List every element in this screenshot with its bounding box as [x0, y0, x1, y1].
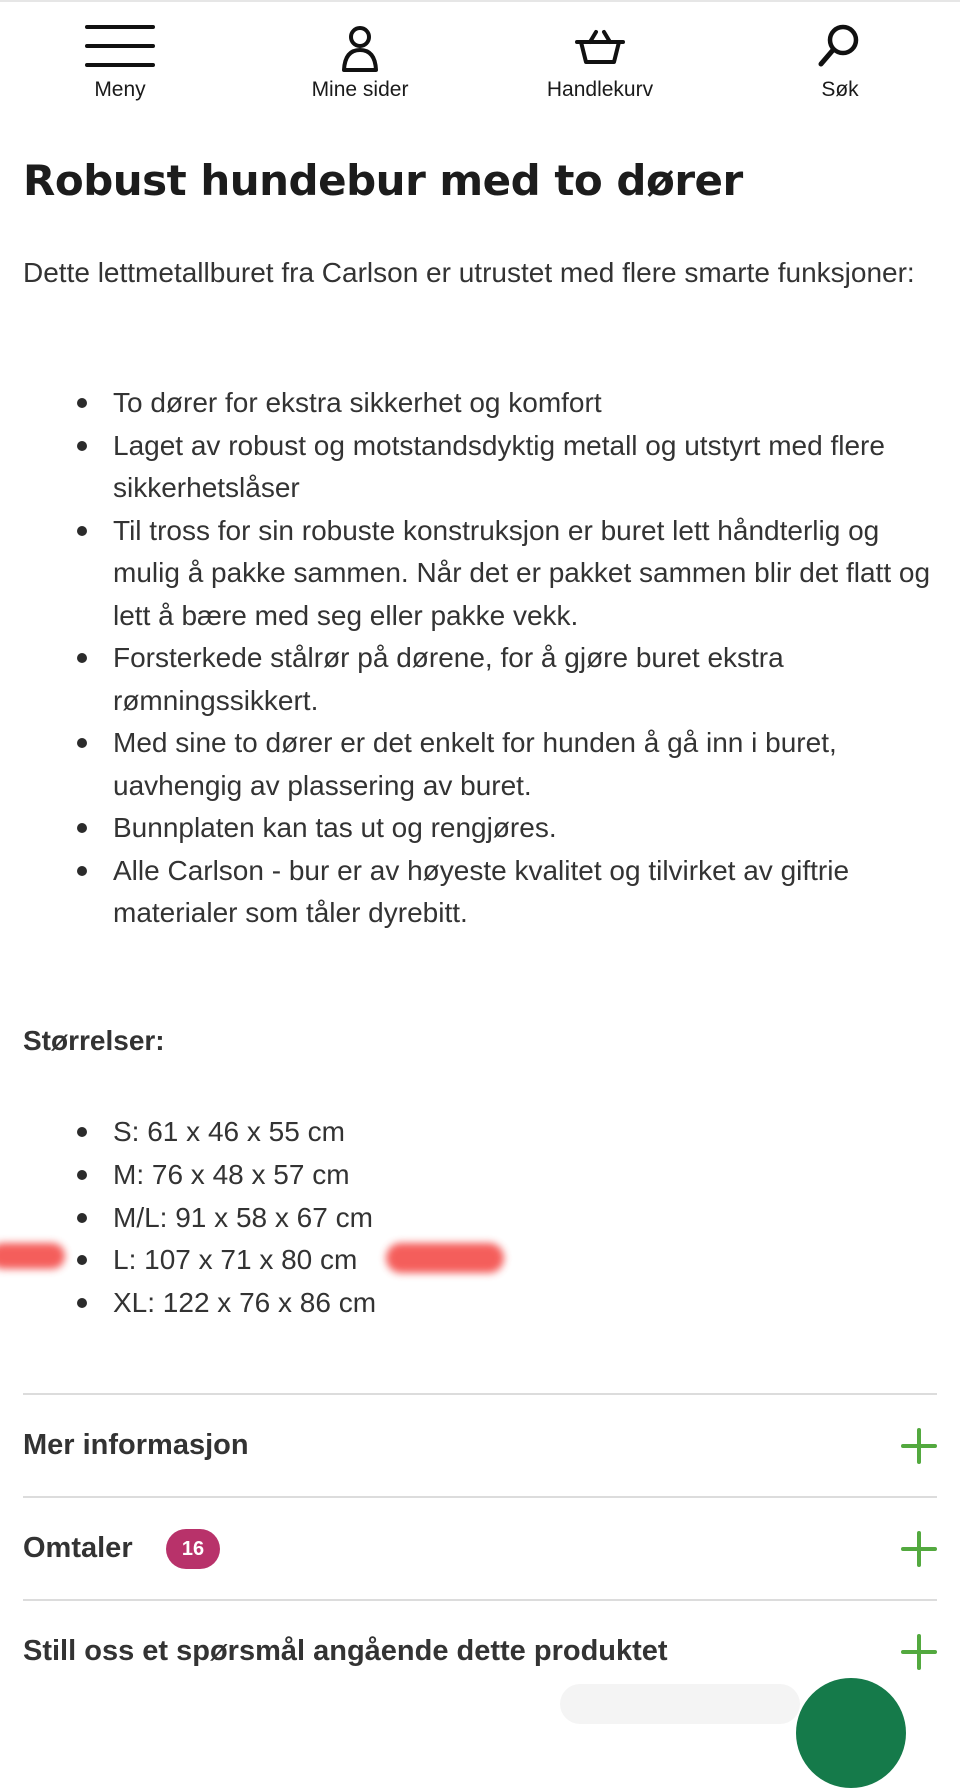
nav-menu-label: Meny: [94, 78, 146, 101]
nav-account-label: Mine sider: [311, 78, 409, 101]
feature-item: Til tross for sin robuste konstruksjon er buret lett håndterlig og mulig å pakke sammen. Når det er pakket sammen blir det flatt og lett å bære med seg eller pakke vekk.: [23, 510, 943, 638]
red-highlight-mark-right: [386, 1243, 504, 1273]
feature-item: To dører for ekstra sikkerhet og komfort: [23, 382, 943, 425]
sizes-heading: Størrelser:: [23, 1025, 165, 1056]
accordion-ask-question[interactable]: [23, 1601, 937, 1701]
nav-cart-button[interactable]: [510, 20, 690, 102]
nav-cart-label: Handlekurv: [546, 78, 654, 101]
floating-bar-edge: [560, 1684, 800, 1724]
nav-search-label: Søk: [821, 78, 859, 101]
nav-menu-button[interactable]: [30, 20, 210, 102]
size-item: M/L: 91 x 58 x 67 cm: [23, 1197, 723, 1240]
chat-fab-button[interactable]: [796, 1678, 906, 1788]
feature-item: Forsterkede stålrør på dørene, for å gjøre buret ekstra rømningssikkert.: [23, 637, 943, 722]
basket-icon: [510, 20, 690, 76]
accordion-reviews-title: Omtaler: [23, 1532, 133, 1564]
top-nav: [0, 0, 960, 120]
user-icon: [270, 20, 450, 76]
accordion-more-info[interactable]: [23, 1395, 937, 1495]
reviews-count-badge: 16: [166, 1529, 220, 1569]
nav-search-button[interactable]: [750, 20, 930, 102]
feature-item: Laget av robust og motstandsdyktig metall og utstyrt med flere sikkerhetslåser: [23, 425, 943, 510]
size-item: S: 61 x 46 x 55 cm: [23, 1111, 723, 1154]
accordion-ask-question-title: Still oss et spørsmål angående dette produktet: [23, 1635, 668, 1667]
size-item: XL: 122 x 76 x 86 cm: [23, 1282, 723, 1325]
size-list: [23, 1111, 723, 1325]
accordion-more-info-title: Mer informasjon: [23, 1429, 249, 1461]
plus-icon[interactable]: [901, 1428, 937, 1464]
feature-list: [23, 382, 943, 935]
plus-icon[interactable]: [901, 1634, 937, 1670]
plus-icon[interactable]: [901, 1531, 937, 1567]
size-item: M: 76 x 48 x 57 cm: [23, 1154, 723, 1197]
feature-item: Alle Carlson - bur er av høyeste kvalitet og tilvirket av giftrie materialer som tåler dyrebitt.: [23, 850, 943, 935]
nav-account-button[interactable]: [270, 20, 450, 102]
product-title: Robust hundebur med to dører: [23, 156, 743, 205]
search-icon: [750, 20, 930, 76]
accordion-reviews[interactable]: [23, 1498, 937, 1598]
feature-item: Med sine to dører er det enkelt for hunden å gå inn i buret, uavhengig av plassering av buret.: [23, 722, 943, 807]
feature-item: Bunnplaten kan tas ut og rengjøres.: [23, 807, 943, 850]
size-item-highlighted: L: 107 x 71 x 80 cm: [23, 1239, 723, 1282]
hamburger-menu-icon: [30, 20, 210, 76]
red-highlight-mark-left: [0, 1243, 65, 1269]
product-intro: Dette lettmetallburet fra Carlson er utrustet med flere smarte funksjoner:: [23, 257, 915, 288]
